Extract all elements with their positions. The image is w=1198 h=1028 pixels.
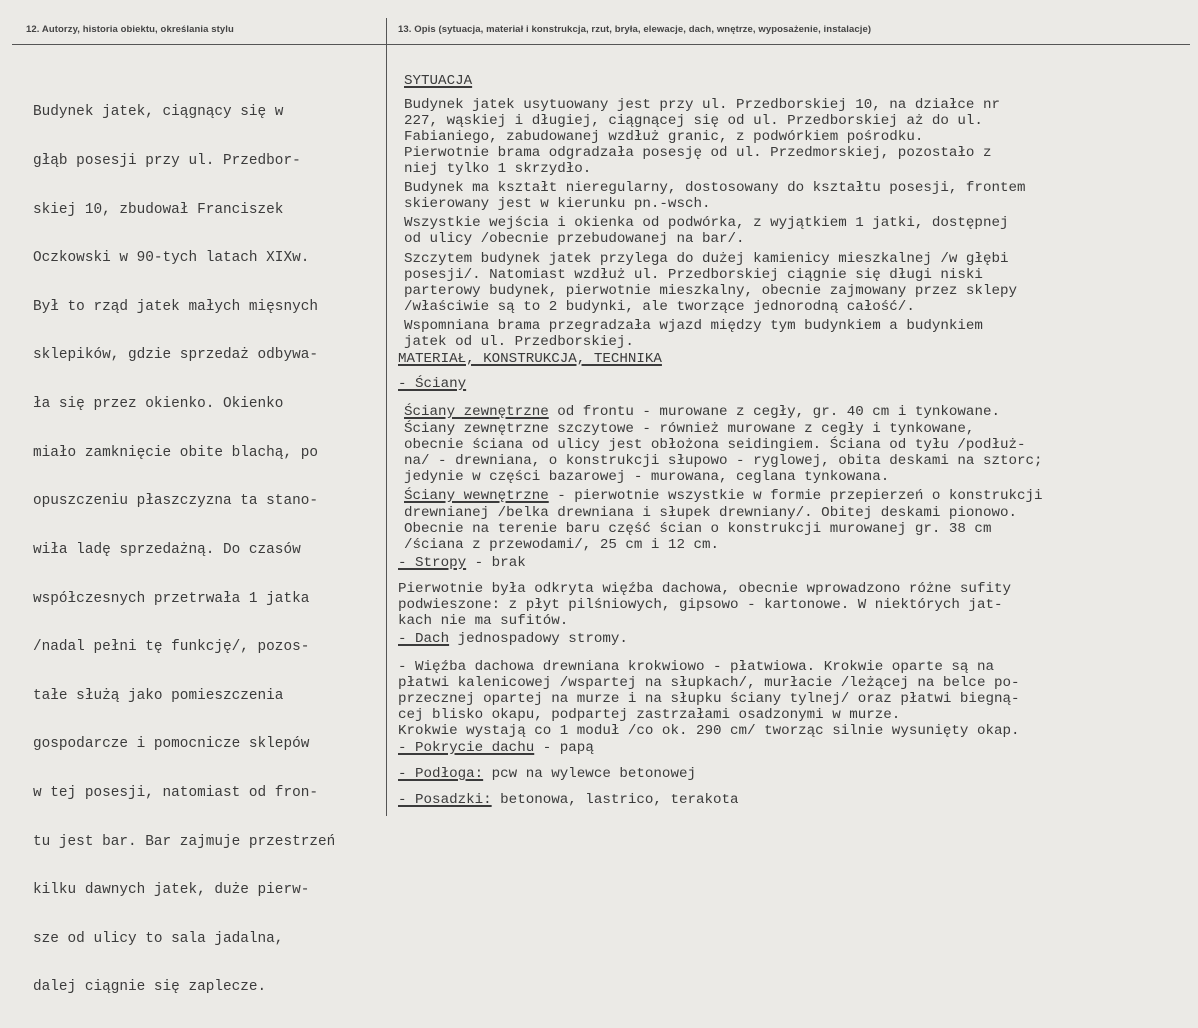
text-line: tałe służą jako pomieszczenia — [33, 687, 284, 704]
text-line: kach nie ma sufitów. — [398, 613, 569, 629]
left-column-header: 12. Autorzy, historia obiektu, określania stylu — [26, 24, 234, 35]
posadzki-line — [398, 793, 739, 808]
text-line: Szczytem budynek jatek przylega do dużej kamienicy mieszkalnej /w głębi — [404, 251, 1009, 267]
sytuacja-heading: SYTUACJA — [404, 73, 473, 89]
material-heading: MATERIAŁ, KONSTRUKCJA, TECHNIKA — [398, 351, 662, 367]
text-line: jedynie w części bazarowej - murowana, ceglana tynkowana. — [404, 469, 890, 485]
text-line: podwieszone: z płyt pilśniowych, gipsowo - kartonowe. W niektórych jat- — [398, 597, 1003, 613]
text-line: przecznej opartej na murze i na słupku ściany tylnej/ oraz płatwi biegną- — [398, 691, 1020, 707]
pokrycie-line — [398, 741, 594, 756]
podloga-label: - Podłoga: — [398, 766, 484, 782]
header-rule — [12, 44, 1190, 45]
text-line: sze od ulicy to sala jadalna, — [33, 930, 284, 947]
stropy-label: - Stropy — [398, 555, 467, 571]
podloga-text: pcw na wylewce betonowej — [483, 766, 696, 782]
text-line: Pierwotnie była odkryta więźba dachowa, obecnie wprowadzono różne sufity — [398, 581, 1011, 597]
text-line: 227, wąskiej i długiej, ciągnącej się od ul. Przedborskiej aż do ul. — [404, 113, 983, 129]
text-line: parterowy budynek, pierwotnie mieszkalny, obecnie zajmowany przez sklepy — [404, 283, 1017, 299]
text-line: /właściwie są to 2 budynki, ale tworzące jednorodną całość/. — [404, 299, 915, 315]
sciany-wew-label: Ściany wewnętrzne — [404, 488, 549, 504]
text-line: na/ - drewniana, o konstrukcji słupowo - ryglowej, obita deskami na sztorc; — [404, 453, 1043, 469]
text-line: współczesnych przetrwała 1 jatka — [33, 590, 310, 607]
text-line: tu jest bar. Bar zajmuje przestrzeń — [33, 833, 336, 850]
text-line: opuszczeniu płaszczyzna ta stano- — [33, 493, 318, 510]
text-line: obecnie ściana od ulicy jest obłożona seidingiem. Ściana od tyłu /podłuż- — [404, 437, 1026, 453]
posadzki-label: - Posadzki: — [398, 792, 492, 808]
text-line: cej blisko okapu, podpartej zastrzałami osadzonymi w murze. — [398, 707, 901, 723]
text-line: - Więźba dachowa drewniana krokwiowo - płatwiowa. Krokwie oparte są na — [398, 659, 994, 675]
text-line: dalej ciągnie się zaplecze. — [33, 979, 267, 996]
text-line: Budynek jatek, ciągnący się w — [33, 104, 284, 121]
text-line: płatwi kalenicowej /wspartej na słupkach/, murłacie /leżącej na belce po- — [398, 675, 1020, 691]
text-line: Ściany zewnętrzne szczytowe - również murowane z cegły i tynkowane, — [404, 421, 975, 437]
dach-line — [398, 632, 628, 647]
pokrycie-label: - Pokrycie dachu — [398, 740, 535, 756]
text-line: ła się przez okienko. Okienko — [33, 396, 284, 413]
sciany-zew-line — [404, 405, 1000, 420]
text-line: gospodarcze i pomocnicze sklepów — [33, 736, 310, 753]
podloga-line — [398, 767, 696, 782]
text-line: Był to rząd jatek małych mięsnych — [33, 298, 318, 315]
text-line: sklepików, gdzie sprzedaż odbywa- — [33, 347, 318, 364]
text-line: w tej posesji, natomiast od fron- — [33, 784, 318, 801]
text-line: Wszystkie wejścia i okienka od podwórka, z wyjątkiem 1 jatki, dostępnej — [404, 215, 1009, 231]
text-line: Budynek ma kształt nieregularny, dostosowany do kształtu posesji, frontem — [404, 180, 1026, 196]
posadzki-text: betonowa, lastrico, terakota — [491, 792, 739, 808]
text-line: Fabianiego, zabudowanej wzdłuż granic, z podwórkiem pośrodku. — [404, 129, 924, 145]
text-line: głąb posesji przy ul. Przedbor- — [33, 153, 301, 170]
sciany-zew-label: Ściany zewnętrzne — [404, 404, 549, 420]
text-line: wiła ladę sprzedażną. Do czasów — [33, 541, 301, 558]
text-line: skierowany jest w kierunku pn.-wsch. — [404, 196, 711, 212]
text-line: miało zamknięcie obite blachą, po — [33, 444, 318, 461]
sciany-zew-text: od frontu - murowane z cegły, gr. 40 cm i tynkowane. — [548, 404, 1000, 420]
text-line: drewnianej /belka drewniana i słupek drewniany/. Obitej deskami pionowo. — [404, 505, 1017, 521]
text-line: skiej 10, zbudował Franciszek — [33, 201, 284, 218]
stropy-line — [398, 556, 526, 571]
right-column-header: 13. Opis (sytuacja, materiał i konstrukcja, rzut, bryła, elewacje, dach, wnętrze, wyposażenie, instalacje) — [398, 24, 872, 35]
text-line: Budynek jatek usytuowany jest przy ul. Przedborskiej 10, na działce nr — [404, 97, 1000, 113]
text-line: od ulicy /obecnie przebudowanej na bar/. — [404, 231, 745, 247]
text-line: Krokwie wystają co 1 moduł /co ok. 290 cm/ tworząc silnie wysunięty okap. — [398, 723, 1020, 739]
column-divider — [386, 18, 387, 816]
dach-text: jednospadowy stromy. — [449, 631, 628, 647]
text-line: /ściana z przewodami/, 25 cm i 12 cm. — [404, 537, 720, 553]
text-line: Obecnie na terenie baru część ścian o konstrukcji murowanej gr. 38 cm — [404, 521, 992, 537]
text-line: /nadal pełni tę funkcję/, pozos- — [33, 639, 310, 656]
text-line: Wspomniana brama przegradzała wjazd między tym budynkiem a budynkiem — [404, 318, 983, 334]
history-text — [33, 72, 335, 1028]
text-line: jatek od ul. Przedborskiej. — [404, 334, 634, 350]
text-line: kilku dawnych jatek, duże pierw- — [33, 882, 310, 899]
text-line: posesji/. Natomiast wzdłuż ul. Przedborskiej ciągnie się długi niski — [404, 267, 983, 283]
text-line: Oczkowski w 90-tych latach XIXw. — [33, 250, 310, 267]
dach-label: - Dach — [398, 631, 450, 647]
stropy-text: - brak — [466, 555, 526, 571]
pokrycie-text: - papą — [534, 740, 594, 756]
text-line: niej tylko 1 skrzydło. — [404, 161, 592, 177]
sciany-heading: - Ściany — [398, 376, 467, 392]
sciany-wew-text: - pierwotnie wszystkie w formie przepierzeń o konstrukcji — [548, 488, 1043, 504]
sciany-wew-line — [404, 489, 1043, 504]
text-line: Pierwotnie brama odgradzała posesję od ul. Przedmorskiej, pozostało z — [404, 145, 992, 161]
